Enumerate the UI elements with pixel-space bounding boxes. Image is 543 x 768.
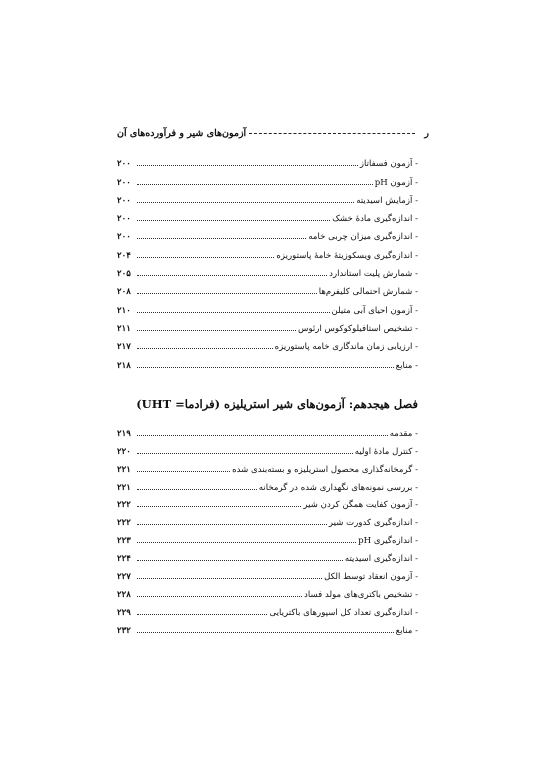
toc-page-number: ۲۰۰ [117, 232, 131, 243]
running-head [117, 126, 429, 140]
toc-entry-label: - اندازه‌گیری اسیدیته [344, 554, 418, 565]
toc-page-number: ۲۰۰ [117, 214, 131, 225]
dot-leader [137, 165, 358, 166]
toc-entry-label: - اندازه‌گیری pH [358, 536, 418, 547]
dot-leader [137, 560, 343, 561]
toc-section-b [117, 421, 418, 636]
page-letter: ر [424, 127, 429, 139]
toc-page-number: ۲۲۴ [117, 554, 131, 565]
toc-page-number: ۲۲۳ [117, 536, 131, 547]
toc-entry[interactable] [117, 224, 418, 242]
toc-page-number: ۲۱۰ [117, 305, 131, 316]
toc-entry[interactable] [117, 421, 418, 439]
dot-leader [137, 614, 267, 615]
dot-leader [137, 453, 353, 454]
toc-entry-label: - منابع [395, 360, 418, 371]
dot-leader [137, 293, 317, 294]
toc-entry-label: - ارزیابی زمان ماندگاری خامه پاستوریزه [274, 342, 418, 353]
dot-leader [137, 257, 274, 258]
toc-entry[interactable] [117, 546, 418, 564]
toc-entry-label: - اندازه‌گیری ویسکوزیتهٔ خامهٔ پاستوریزه [276, 250, 418, 261]
toc-entry[interactable] [117, 279, 418, 297]
toc-page-number: ۲۲۱ [117, 464, 131, 475]
dot-leader [137, 506, 301, 507]
toc-entry[interactable] [117, 297, 418, 315]
toc-entry-label: - اندازه‌گیری مادهٔ خشک [332, 214, 418, 225]
toc-entry[interactable] [117, 352, 418, 370]
toc-page-number: ۲۳۲ [117, 625, 131, 636]
toc-entry[interactable] [117, 457, 418, 475]
toc-entry-label: - شمارش احتمالی کلیفرم‌ها [318, 287, 418, 298]
toc-entry[interactable] [117, 316, 418, 334]
toc-entry[interactable] [117, 564, 418, 582]
toc-page-number: ۲۰۰ [117, 195, 131, 206]
dot-leader [137, 238, 306, 239]
toc-entry[interactable] [117, 493, 418, 511]
toc-entry-label: - آزمایش اسیدیته [356, 195, 418, 206]
toc-entry-label: - اندازه‌گیری میزان چربی خامه [308, 232, 418, 243]
chapter-heading: فصل هیجدهم: آزمون‌های شیر استریلیزه (فرادما= UHT) [136, 397, 418, 411]
dot-leader [137, 632, 394, 633]
toc-page-number: ۲۲۲ [117, 518, 131, 529]
toc-entry[interactable] [117, 206, 418, 224]
toc-entry-label: - منابع [395, 625, 418, 636]
running-head-title: آزمون‌های شیر و فرآورده‌های آن [117, 127, 247, 139]
toc-page-number: ۲۲۲ [117, 500, 131, 511]
dot-leader [137, 275, 327, 276]
toc-entry-label: - شمارش پلیت استاندارد [329, 269, 418, 280]
toc-entry[interactable] [117, 169, 418, 187]
dot-leader [137, 202, 354, 203]
toc-page-number: ۲۰۵ [117, 269, 131, 280]
dot-leader [137, 220, 330, 221]
toc-entry-label: - آزمون کفایت همگن کردن شیر [303, 500, 418, 511]
toc-entry[interactable] [117, 510, 418, 528]
toc-entry-label: - آزمون pH [374, 177, 418, 188]
toc-entry-label: - آزمون فسفاتاز [359, 159, 418, 170]
toc-entry-label: - اندازه‌گیری تعداد کل اسپورهای باکتریایی [269, 607, 418, 618]
toc-section-a [117, 151, 418, 371]
dot-leader [137, 578, 322, 579]
toc-page-number: ۲۰۰ [117, 177, 131, 188]
toc-page-number: ۲۲۸ [117, 589, 131, 600]
toc-entry-label: - بررسی نمونه‌های نگهداری شده در گرمخانه [258, 482, 418, 493]
toc-entry[interactable] [117, 261, 418, 279]
toc-entry-label: - کنترل مادهٔ اولیه [354, 446, 418, 457]
header-rule [249, 133, 415, 134]
dot-leader [137, 524, 327, 525]
toc-page-number: ۲۲۷ [117, 572, 131, 583]
dot-leader [137, 596, 302, 597]
toc-page-number: ۲۲۰ [117, 446, 131, 457]
toc-page-number: ۲۱۷ [117, 342, 131, 353]
dot-leader [137, 367, 394, 368]
toc-entry-label: - آزمون احیای آبی متیلن [331, 305, 418, 316]
toc-page-number: ۲۲۹ [117, 607, 131, 618]
toc-entry[interactable] [117, 151, 418, 169]
toc-page-number: ۲۰۰ [117, 159, 131, 170]
toc-entry-label: - مقدمه [389, 428, 418, 439]
toc-entry[interactable] [117, 439, 418, 457]
toc-entry-label: - تشخیص استافیلوکوکوس ارئوس [297, 323, 418, 334]
toc-entry[interactable] [117, 242, 418, 260]
dot-leader [137, 489, 257, 490]
dot-leader [137, 348, 273, 349]
toc-entry-label: - گرمخانه‌گذاری محصول استریلیزه و بسته‌بندی شده [232, 464, 418, 475]
toc-entry[interactable] [117, 528, 418, 546]
toc-entry-label: - تشخیص باکتری‌های مولد فساد [304, 589, 418, 600]
toc-page-number: ۲۱۸ [117, 360, 131, 371]
toc-entry[interactable] [117, 618, 418, 636]
toc-entry[interactable] [117, 600, 418, 618]
toc-entry[interactable] [117, 582, 418, 600]
dot-leader [137, 435, 388, 436]
dot-leader [137, 471, 230, 472]
toc-entry[interactable] [117, 334, 418, 352]
dot-leader [137, 312, 330, 313]
toc-page-number: ۲۰۴ [117, 250, 131, 261]
toc-entry[interactable] [117, 188, 418, 206]
dot-leader [137, 542, 356, 543]
dot-leader [137, 184, 373, 185]
toc-entry-label: - آزمون انعقاد توسط الکل [324, 572, 418, 583]
toc-page-number: ۲۱۹ [117, 428, 131, 439]
toc-entry-label: - اندازه‌گیری کدورت شیر [328, 518, 418, 529]
toc-page-number: ۲۰۸ [117, 287, 131, 298]
toc-page-number: ۲۲۱ [117, 482, 131, 493]
dot-leader [137, 330, 296, 331]
toc-page-number: ۲۱۱ [117, 323, 131, 334]
toc-entry[interactable] [117, 475, 418, 493]
